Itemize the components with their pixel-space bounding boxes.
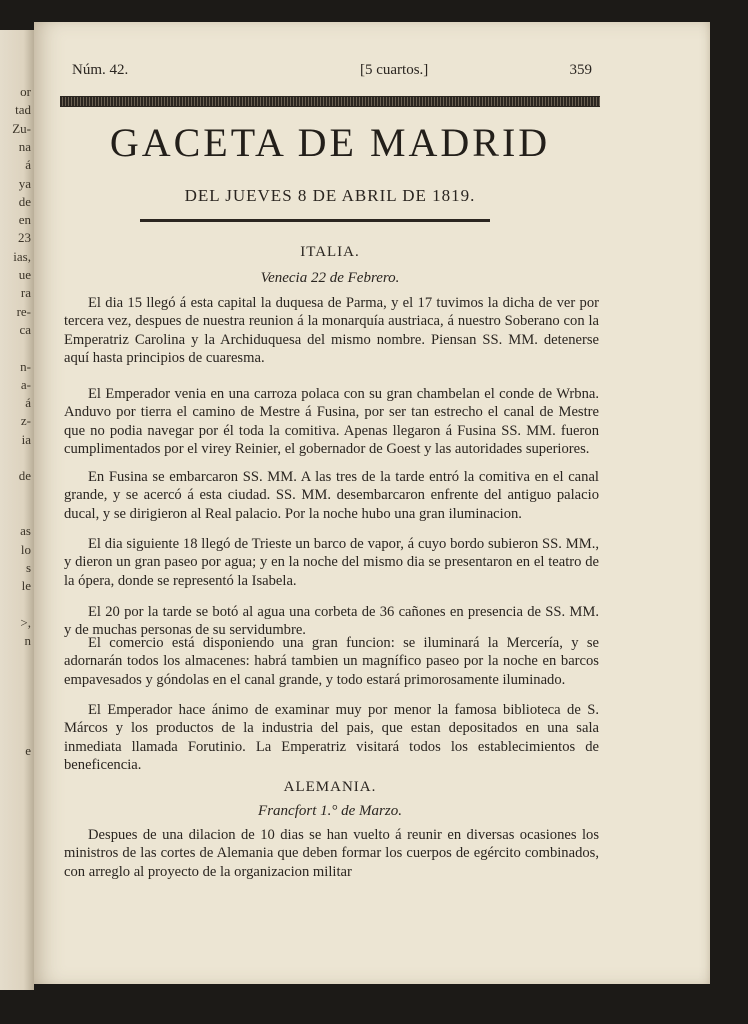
dateline-francfort: Francfort 1.° de Marzo. xyxy=(258,803,402,819)
previous-page-text-fragment: n xyxy=(24,633,31,648)
previous-page-text-fragment: le xyxy=(21,578,31,594)
previous-page-text-fragment: or xyxy=(20,84,31,99)
previous-page-text-fragment: na xyxy=(18,138,31,154)
previous-page-text-fragment: z- xyxy=(20,413,31,429)
previous-page-text-fragment: ias, xyxy=(13,248,31,264)
dateline-venecia: Venecia 22 de Febrero. xyxy=(260,270,400,286)
previous-page-edge xyxy=(0,30,34,990)
article-paragraph: El dia siguiente 18 llegó de Trieste un barco de vapor, á cuyo bordo subieron SS. MM., y dieron un gran paseo por agua; y en la noche del mismo dia se presentaron en el teatro de la ópera, donde se representó la Isabela. xyxy=(64,536,599,589)
previous-page-text-fragment: >, xyxy=(20,614,31,630)
date-rule xyxy=(140,219,490,222)
page-number: 359 xyxy=(569,62,592,78)
previous-page-text-fragment: á xyxy=(25,157,31,173)
previous-page-text-fragment: re- xyxy=(16,303,31,319)
section-heading-italia: ITALIA. xyxy=(300,244,360,260)
previous-page-text-fragment: de xyxy=(18,468,31,484)
previous-page-text-fragment: á xyxy=(25,395,31,411)
article-paragraph: Despues de una dilacion de 10 dias se han vuelto á reunir en diversas ocasiones los ministros de las cortes de Alemania que deben formar los cuerpos de egército combinados, con arreglo al proyecto de la organizacion militar xyxy=(64,827,599,880)
section-heading-alemania: ALEMANIA. xyxy=(283,779,377,795)
previous-page-text-fragment: ra xyxy=(20,285,31,301)
previous-page-text-fragment: e xyxy=(25,742,31,758)
previous-page-text-fragment: lo xyxy=(20,541,31,557)
article-paragraph: El Emperador hace ánimo de examinar muy por menor la famosa biblioteca de S. Márcos y los productos de la industria del pais, que estan depositados en una sala inmediata llamada Forutinio. La Emperatriz visitará todos los establecimientos de beneficencia. xyxy=(64,702,599,773)
article-paragraph: El comercio está disponiendo una gran funcion: se iluminará la Mercería, y se adornarán todos los almacenes: habrá tambien un magnífico paseo por la noche en barcos empavesados y góndolas en el canal grande, y todo estará primorosamente iluminado. xyxy=(64,635,599,688)
previous-page-text-fragment: tad xyxy=(15,102,31,118)
masthead-rule xyxy=(60,96,600,107)
article-paragraph: En Fusina se embarcaron SS. MM. A las tres de la tarde entró la comitiva en el canal grande, y se acercó á esta ciudad. SS. MM. desembarcaron enfrente del antiguo palacio ducal, y se dirigieron al Real palacio. Por la noche hubo una gran iluminacion. xyxy=(64,469,599,522)
previous-page-text-fragment: a- xyxy=(20,376,31,392)
previous-page-text-fragment: ya xyxy=(18,175,31,191)
previous-page-text-fragment: Zu- xyxy=(12,120,31,136)
previous-page-text-fragment: en xyxy=(18,212,31,228)
previous-page-text-fragment: de xyxy=(18,193,31,209)
newspaper-page xyxy=(34,22,710,984)
article-paragraph: El dia 15 llegó á esta capital la duquesa de Parma, y el 17 tuvimos la dicha de ver por tercera vez, despues de nuestra reunion á la monarquía austriaca, á nuestro Soberano con la Emperatriz Carolina y la Archiduquesa del mismo nombre. Piensan SS. MM. detenerse aquí hasta principios de cuaresma. xyxy=(64,295,599,366)
issue-price: [5 cuartos.] xyxy=(360,62,429,78)
page-header xyxy=(72,62,592,84)
previous-page-text-fragment: n- xyxy=(20,358,31,374)
previous-page-text-fragment: as xyxy=(20,523,31,539)
issue-number: Núm. 42. xyxy=(72,62,129,78)
article-paragraph: El 20 por la tarde se botó al agua una corbeta de 36 cañones en presencia de SS. MM. y de muchas personas de su servidumbre. xyxy=(64,604,599,639)
previous-page-text-fragment: ca xyxy=(19,321,31,337)
masthead-title: GACETA DE MADRID xyxy=(109,120,551,165)
previous-page-text-fragment: ia xyxy=(21,431,31,447)
article-paragraph: El Emperador venia en una carroza polaca con su gran chambelan el conde de Wrbna. Anduvo por tierra el camino de Mestre á Fusina, por ser tan estrecho el canal de Mestre que no podia navegar por él toda la comitiva. Apenas llegaron á Fusina SS. MM. fueron cumplimentados por el virey Reinier, el gobernador de Goest y las autoridades superiores. xyxy=(64,386,599,457)
previous-page-text-fragment: ue xyxy=(18,267,31,282)
previous-page-text-fragment: s xyxy=(25,559,31,575)
previous-page-text-fragment: 23 xyxy=(18,230,31,246)
issue-date: DEL JUEVES 8 DE ABRIL DE 1819. xyxy=(184,186,476,205)
